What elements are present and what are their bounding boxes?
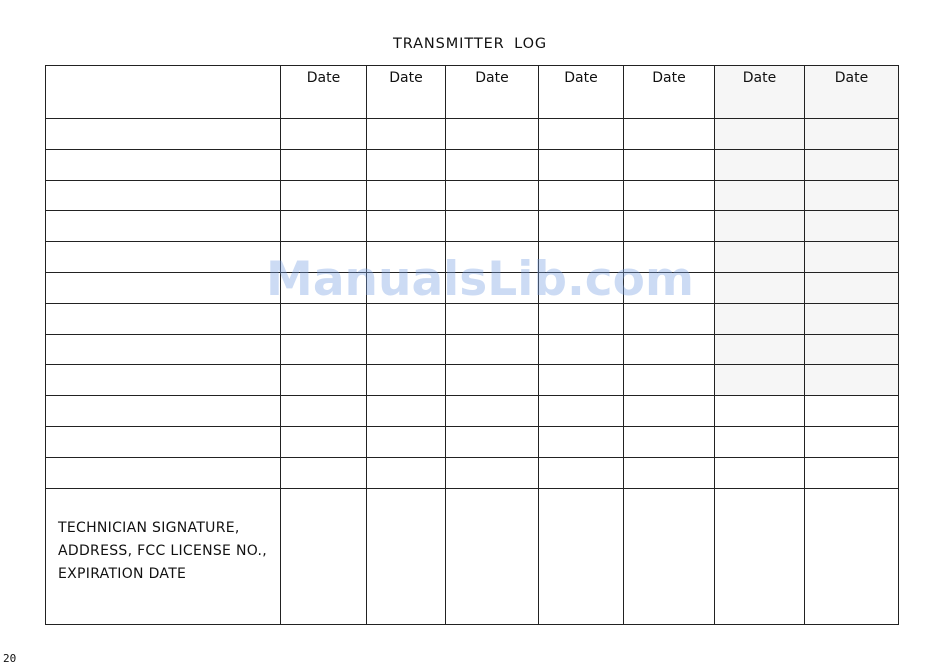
log-entry-cell[interactable]: [281, 119, 367, 150]
log-entry-cell[interactable]: [281, 365, 367, 396]
log-entry-cell[interactable]: [715, 242, 805, 273]
row-label-cell[interactable]: [46, 180, 281, 211]
log-entry-cell[interactable]: [539, 303, 624, 334]
signature-cell[interactable]: [446, 488, 539, 624]
row-label-cell[interactable]: [46, 334, 281, 365]
log-entry-cell[interactable]: [446, 334, 539, 365]
log-entry-cell[interactable]: [624, 303, 715, 334]
log-entry-row: [46, 426, 899, 457]
signature-cell[interactable]: [367, 488, 446, 624]
log-entry-cell[interactable]: [539, 119, 624, 150]
log-entry-row: [46, 211, 899, 242]
log-entry-cell[interactable]: [539, 334, 624, 365]
log-entry-cell[interactable]: [367, 211, 446, 242]
page-number: 20: [3, 652, 17, 665]
log-entry-cell[interactable]: [715, 211, 805, 242]
log-entry-row: [46, 303, 899, 334]
log-entry-cell[interactable]: [805, 149, 899, 180]
log-entry-row: [46, 396, 899, 427]
log-entry-cell[interactable]: [539, 180, 624, 211]
log-entry-cell[interactable]: [446, 149, 539, 180]
log-entry-cell[interactable]: [805, 334, 899, 365]
log-entry-cell[interactable]: [281, 149, 367, 180]
log-entry-cell[interactable]: [446, 457, 539, 488]
row-label-cell[interactable]: [46, 365, 281, 396]
log-entry-cell[interactable]: [539, 211, 624, 242]
log-entry-row: [46, 180, 899, 211]
log-entry-cell[interactable]: [281, 272, 367, 303]
row-label-cell[interactable]: [46, 119, 281, 150]
log-entry-row: [46, 242, 899, 273]
log-entry-row: [46, 272, 899, 303]
log-entry-cell[interactable]: [624, 334, 715, 365]
log-entry-row: [46, 365, 899, 396]
date-column-header: Date: [446, 66, 539, 119]
signature-label-line: TECHNICIAN SIGNATURE,: [58, 519, 240, 536]
log-entry-row: [46, 149, 899, 180]
log-entry-cell[interactable]: [624, 272, 715, 303]
date-column-header: Date: [281, 66, 367, 119]
log-entry-cell[interactable]: [539, 396, 624, 427]
log-entry-cell[interactable]: [367, 149, 446, 180]
log-entry-cell[interactable]: [446, 365, 539, 396]
log-entry-cell[interactable]: [805, 272, 899, 303]
log-entry-cell[interactable]: [281, 426, 367, 457]
signature-label-line: EXPIRATION DATE: [58, 565, 187, 582]
log-entry-cell[interactable]: [624, 396, 715, 427]
log-entry-cell[interactable]: [715, 119, 805, 150]
signature-cell[interactable]: [715, 488, 805, 624]
log-entry-cell[interactable]: [281, 211, 367, 242]
log-entry-cell[interactable]: [715, 365, 805, 396]
log-entry-cell[interactable]: [624, 457, 715, 488]
date-column-header: Date: [624, 66, 715, 119]
log-entry-cell[interactable]: [624, 149, 715, 180]
log-entry-cell[interactable]: [446, 119, 539, 150]
log-entry-cell[interactable]: [539, 272, 624, 303]
log-entry-cell[interactable]: [715, 303, 805, 334]
row-label-cell[interactable]: [46, 457, 281, 488]
log-entry-cell[interactable]: [805, 396, 899, 427]
log-entry-cell[interactable]: [805, 180, 899, 211]
row-label-cell[interactable]: [46, 211, 281, 242]
log-entry-cell[interactable]: [367, 334, 446, 365]
watermark: ManualsLib.com: [266, 252, 694, 307]
log-entry-cell[interactable]: [805, 426, 899, 457]
log-entry-cell[interactable]: [446, 303, 539, 334]
log-entry-cell[interactable]: [539, 149, 624, 180]
log-entry-cell[interactable]: [539, 457, 624, 488]
signature-cell[interactable]: [539, 488, 624, 624]
log-entry-cell[interactable]: [446, 180, 539, 211]
row-label-cell[interactable]: [46, 272, 281, 303]
row-label-header: [46, 66, 281, 119]
log-entry-cell[interactable]: [715, 396, 805, 427]
log-entry-cell[interactable]: [624, 211, 715, 242]
log-entry-cell[interactable]: [715, 180, 805, 211]
row-label-cell[interactable]: [46, 396, 281, 427]
log-entry-cell[interactable]: [805, 365, 899, 396]
signature-label-cell: [46, 488, 281, 624]
log-entry-cell[interactable]: [715, 149, 805, 180]
log-entry-cell[interactable]: [367, 272, 446, 303]
log-entry-cell[interactable]: [281, 180, 367, 211]
signature-row: [46, 488, 899, 624]
log-entry-cell[interactable]: [624, 180, 715, 211]
log-entry-cell[interactable]: [715, 272, 805, 303]
log-entry-row: [46, 457, 899, 488]
log-entry-cell[interactable]: [367, 457, 446, 488]
log-entry-cell[interactable]: [715, 334, 805, 365]
log-entry-cell[interactable]: [446, 272, 539, 303]
date-column-header: Date: [805, 66, 899, 119]
signature-cell[interactable]: [281, 488, 367, 624]
log-entry-cell[interactable]: [446, 242, 539, 273]
log-entry-row: [46, 334, 899, 365]
log-entry-cell[interactable]: [805, 242, 899, 273]
log-entry-cell[interactable]: [281, 457, 367, 488]
log-entry-cell[interactable]: [539, 365, 624, 396]
row-label-cell[interactable]: [46, 303, 281, 334]
log-entry-cell[interactable]: [715, 426, 805, 457]
log-entry-cell[interactable]: [624, 242, 715, 273]
log-entry-cell[interactable]: [281, 334, 367, 365]
log-entry-cell[interactable]: [624, 365, 715, 396]
log-entry-cell[interactable]: [805, 457, 899, 488]
row-label-cell[interactable]: [46, 242, 281, 273]
log-entry-cell[interactable]: [805, 211, 899, 242]
log-entry-cell[interactable]: [446, 396, 539, 427]
signature-label-line: ADDRESS, FCC LICENSE NO.,: [58, 542, 267, 559]
log-entry-row: [46, 119, 899, 150]
date-column-header: Date: [715, 66, 805, 119]
header-row: [46, 66, 899, 119]
log-entry-cell[interactable]: [367, 242, 446, 273]
date-column-header: Date: [367, 66, 446, 119]
date-column-header: Date: [539, 66, 624, 119]
log-entry-cell[interactable]: [367, 119, 446, 150]
log-entry-cell[interactable]: [715, 457, 805, 488]
log-entry-cell[interactable]: [539, 242, 624, 273]
row-label-cell[interactable]: [46, 426, 281, 457]
signature-cell[interactable]: [805, 488, 899, 624]
log-entry-cell[interactable]: [539, 426, 624, 457]
row-label-cell[interactable]: [46, 149, 281, 180]
log-entry-cell[interactable]: [367, 426, 446, 457]
log-entry-cell[interactable]: [805, 119, 899, 150]
log-entry-cell[interactable]: [281, 303, 367, 334]
log-entry-cell[interactable]: [446, 426, 539, 457]
page-title: TRANSMITTER LOG: [392, 36, 548, 52]
log-entry-cell[interactable]: [281, 242, 367, 273]
log-entry-cell[interactable]: [367, 180, 446, 211]
log-entry-cell[interactable]: [367, 365, 446, 396]
log-entry-cell[interactable]: [367, 303, 446, 334]
log-entry-cell[interactable]: [446, 211, 539, 242]
log-entry-cell[interactable]: [805, 303, 899, 334]
log-entry-cell[interactable]: [367, 396, 446, 427]
transmitter-log-table: [45, 65, 899, 625]
log-entry-cell[interactable]: [281, 396, 367, 427]
signature-cell[interactable]: [624, 488, 715, 624]
log-entry-cell[interactable]: [624, 426, 715, 457]
log-entry-cell[interactable]: [624, 119, 715, 150]
